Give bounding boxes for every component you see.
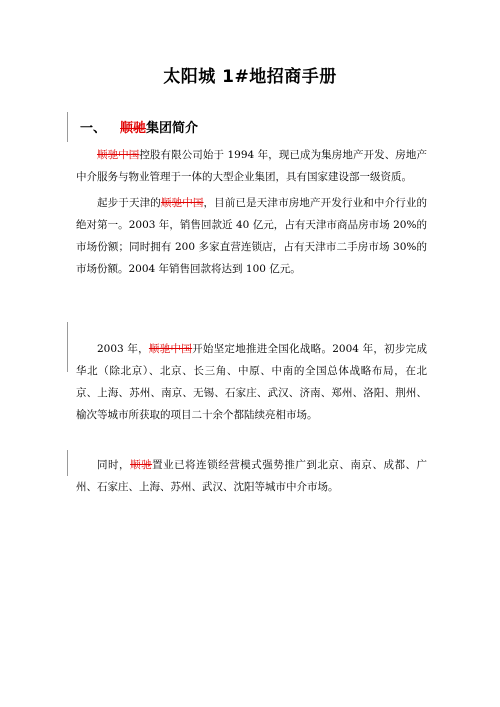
section-number: 一、 [80, 121, 107, 136]
section-heading-text: 集团简介 [146, 121, 199, 136]
deleted-text: 顺驰 [120, 121, 147, 136]
section-heading [80, 117, 198, 136]
deleted-text: 顺驰 [130, 459, 153, 471]
deleted-text: 顺驰中国 [97, 149, 140, 161]
paragraph-text: ，目前已是天津市房地产开发行业和中介行业的绝对第一。2003 年，销售回款近 40 亿元，占有天津市商品房市场 20%的市场份额；同时拥有 200 多家直营连锁店，占有天津市二手房市场 30%的市场份额。2004 年销售回款将达到 100 亿元。 [76, 197, 428, 275]
paragraph-text: 控股有限公司始于 1994 年，现已成为集房地产开发、房地产中介服务与物业管理于一体的大型企业集团，具有国家建设部一级资质。 [76, 149, 427, 183]
deleted-text: 顺驰中国 [148, 343, 193, 355]
paragraph-text: 开始坚定地推进全国化战略。2004 年，初步完成华北（除北京）、北京、长三角、中原、中南的全国总体战略布局，在北京、上海、苏州、南京、无锡、石家庄、武汉、济南、郑州、洛阳、荆州、榆次等城市所获取的项目二十余个都陆续亮相市场。 [76, 343, 428, 421]
paragraph-2 [76, 192, 427, 280]
change-bar [67, 112, 68, 142]
paragraph-1 [76, 144, 427, 188]
paragraph-text: 置业已将连锁经营模式强势推广到北京、南京、成都、广州、石家庄、上海、苏州、武汉、沈阳等城市中介市场。 [76, 459, 428, 493]
paragraph-text: 2003 年， [97, 343, 149, 355]
paragraph-text: 起步于天津的 [97, 197, 161, 209]
deleted-text: 顺驰中国 [160, 197, 204, 209]
document-title: 太阳城 1#地招商手册 [163, 67, 337, 87]
change-bar [67, 322, 68, 372]
change-bar [67, 450, 68, 476]
paragraph-3 [76, 338, 427, 426]
paragraph-4 [76, 454, 427, 498]
paragraph-text: 同时， [97, 459, 131, 471]
